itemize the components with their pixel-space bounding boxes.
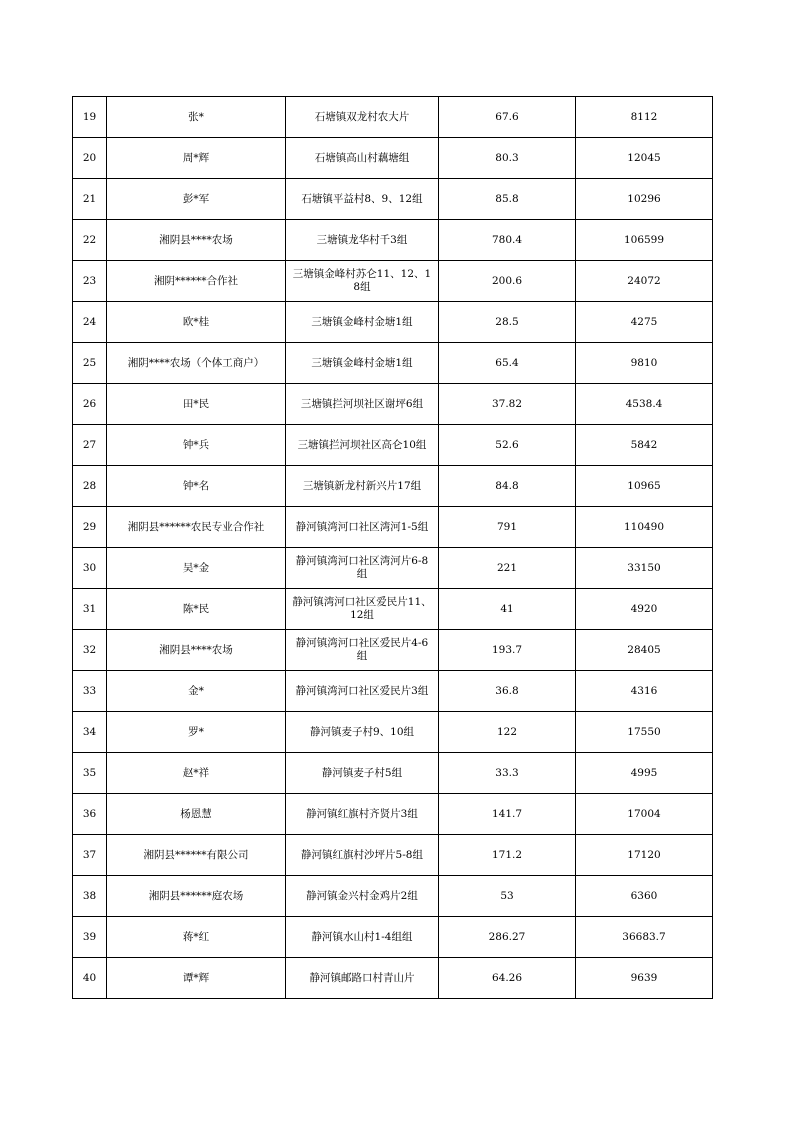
row-number-cell: 31 xyxy=(73,589,107,630)
name-cell: 田*民 xyxy=(107,384,286,425)
row-number-cell: 26 xyxy=(73,384,107,425)
location-cell: 三塘镇金峰村金塘1组 xyxy=(286,343,439,384)
name-cell: 赵*祥 xyxy=(107,753,286,794)
area-cell: 28.5 xyxy=(439,302,576,343)
name-cell: 蒋*红 xyxy=(107,917,286,958)
area-cell: 122 xyxy=(439,712,576,753)
table-row xyxy=(73,302,713,343)
table-row xyxy=(73,958,713,999)
location-cell: 静河镇金兴村金鸡片2组 xyxy=(286,876,439,917)
location-cell: 静河镇麦子村9、10组 xyxy=(286,712,439,753)
location-cell: 静河镇湾河口社区爱民片11、12组 xyxy=(286,589,439,630)
amount-cell: 5842 xyxy=(576,425,713,466)
row-number-cell: 27 xyxy=(73,425,107,466)
location-cell: 静河镇水山村1-4组组 xyxy=(286,917,439,958)
location-cell: 石塘镇双龙村农大片 xyxy=(286,97,439,138)
amount-cell: 4275 xyxy=(576,302,713,343)
location-cell: 静河镇红旗村沙坪片5-8组 xyxy=(286,835,439,876)
area-cell: 80.3 xyxy=(439,138,576,179)
row-number-cell: 22 xyxy=(73,220,107,261)
area-cell: 53 xyxy=(439,876,576,917)
amount-cell: 33150 xyxy=(576,548,713,589)
table-row xyxy=(73,630,713,671)
row-number-cell: 28 xyxy=(73,466,107,507)
table-row xyxy=(73,589,713,630)
table-row xyxy=(73,712,713,753)
area-cell: 286.27 xyxy=(439,917,576,958)
area-cell: 221 xyxy=(439,548,576,589)
location-cell: 静河镇麦子村5组 xyxy=(286,753,439,794)
area-cell: 84.8 xyxy=(439,466,576,507)
table-row xyxy=(73,671,713,712)
area-cell: 37.82 xyxy=(439,384,576,425)
row-number-cell: 30 xyxy=(73,548,107,589)
row-number-cell: 19 xyxy=(73,97,107,138)
amount-cell: 10296 xyxy=(576,179,713,220)
row-number-cell: 37 xyxy=(73,835,107,876)
row-number-cell: 40 xyxy=(73,958,107,999)
amount-cell: 8112 xyxy=(576,97,713,138)
area-cell: 780.4 xyxy=(439,220,576,261)
area-cell: 67.6 xyxy=(439,97,576,138)
amount-cell: 10965 xyxy=(576,466,713,507)
location-cell: 三塘镇拦河坝社区高仑10组 xyxy=(286,425,439,466)
area-cell: 52.6 xyxy=(439,425,576,466)
name-cell: 罗* xyxy=(107,712,286,753)
location-cell: 三塘镇龙华村千3组 xyxy=(286,220,439,261)
location-cell: 石塘镇平益村8、9、12组 xyxy=(286,179,439,220)
row-number-cell: 36 xyxy=(73,794,107,835)
area-cell: 65.4 xyxy=(439,343,576,384)
location-cell: 静河镇湾河口社区爱民片4-6组 xyxy=(286,630,439,671)
amount-cell: 4995 xyxy=(576,753,713,794)
amount-cell: 17120 xyxy=(576,835,713,876)
location-cell: 三塘镇新龙村新兴片17组 xyxy=(286,466,439,507)
row-number-cell: 29 xyxy=(73,507,107,548)
name-cell: 金* xyxy=(107,671,286,712)
table-row xyxy=(73,507,713,548)
row-number-cell: 20 xyxy=(73,138,107,179)
location-cell: 三塘镇拦河坝社区谢坪6组 xyxy=(286,384,439,425)
amount-cell: 17550 xyxy=(576,712,713,753)
name-cell: 湘阴县****农场 xyxy=(107,220,286,261)
row-number-cell: 32 xyxy=(73,630,107,671)
name-cell: 湘阴县****农场 xyxy=(107,630,286,671)
table-row xyxy=(73,97,713,138)
row-number-cell: 25 xyxy=(73,343,107,384)
name-cell: 周*辉 xyxy=(107,138,286,179)
amount-cell: 6360 xyxy=(576,876,713,917)
table-row xyxy=(73,876,713,917)
table-row xyxy=(73,220,713,261)
name-cell: 彭*军 xyxy=(107,179,286,220)
area-cell: 36.8 xyxy=(439,671,576,712)
data-table xyxy=(72,96,713,999)
location-cell: 石塘镇高山村藕塘组 xyxy=(286,138,439,179)
area-cell: 791 xyxy=(439,507,576,548)
table-row xyxy=(73,835,713,876)
location-cell: 静河镇湾河口社区湾河片6-8组 xyxy=(286,548,439,589)
area-cell: 193.7 xyxy=(439,630,576,671)
row-number-cell: 38 xyxy=(73,876,107,917)
name-cell: 湘阴县******农民专业合作社 xyxy=(107,507,286,548)
amount-cell: 9810 xyxy=(576,343,713,384)
row-number-cell: 21 xyxy=(73,179,107,220)
amount-cell: 9639 xyxy=(576,958,713,999)
name-cell: 张* xyxy=(107,97,286,138)
area-cell: 200.6 xyxy=(439,261,576,302)
table-row xyxy=(73,138,713,179)
row-number-cell: 23 xyxy=(73,261,107,302)
location-cell: 三塘镇金峰村金塘1组 xyxy=(286,302,439,343)
name-cell: 湘阴******合作社 xyxy=(107,261,286,302)
name-cell: 吴*金 xyxy=(107,548,286,589)
name-cell: 湘阴****农场（个体工商户） xyxy=(107,343,286,384)
row-number-cell: 24 xyxy=(73,302,107,343)
location-cell: 静河镇湾河口社区爱民片3组 xyxy=(286,671,439,712)
table-row xyxy=(73,917,713,958)
area-cell: 141.7 xyxy=(439,794,576,835)
table-row xyxy=(73,343,713,384)
name-cell: 湘阴县******有限公司 xyxy=(107,835,286,876)
area-cell: 64.26 xyxy=(439,958,576,999)
amount-cell: 110490 xyxy=(576,507,713,548)
table-body xyxy=(73,97,713,999)
name-cell: 湘阴县******庭农场 xyxy=(107,876,286,917)
amount-cell: 106599 xyxy=(576,220,713,261)
area-cell: 41 xyxy=(439,589,576,630)
amount-cell: 4316 xyxy=(576,671,713,712)
location-cell: 三塘镇金峰村苏仑11、12、18组 xyxy=(286,261,439,302)
amount-cell: 36683.7 xyxy=(576,917,713,958)
location-cell: 静河镇红旗村齐贤片3组 xyxy=(286,794,439,835)
table-row xyxy=(73,753,713,794)
amount-cell: 12045 xyxy=(576,138,713,179)
amount-cell: 24072 xyxy=(576,261,713,302)
name-cell: 钟*兵 xyxy=(107,425,286,466)
location-cell: 静河镇湾河口社区湾河1-5组 xyxy=(286,507,439,548)
area-cell: 33.3 xyxy=(439,753,576,794)
table-row xyxy=(73,261,713,302)
area-cell: 171.2 xyxy=(439,835,576,876)
row-number-cell: 39 xyxy=(73,917,107,958)
area-cell: 85.8 xyxy=(439,179,576,220)
amount-cell: 17004 xyxy=(576,794,713,835)
row-number-cell: 34 xyxy=(73,712,107,753)
amount-cell: 4920 xyxy=(576,589,713,630)
table-row xyxy=(73,384,713,425)
table-row xyxy=(73,548,713,589)
amount-cell: 4538.4 xyxy=(576,384,713,425)
name-cell: 陈*民 xyxy=(107,589,286,630)
location-cell: 静河镇邮路口村青山片 xyxy=(286,958,439,999)
amount-cell: 28405 xyxy=(576,630,713,671)
row-number-cell: 33 xyxy=(73,671,107,712)
name-cell: 杨恩慧 xyxy=(107,794,286,835)
name-cell: 欧*桂 xyxy=(107,302,286,343)
table-row xyxy=(73,179,713,220)
row-number-cell: 35 xyxy=(73,753,107,794)
table-row xyxy=(73,425,713,466)
table-row xyxy=(73,466,713,507)
table-row xyxy=(73,794,713,835)
name-cell: 钟*名 xyxy=(107,466,286,507)
name-cell: 谭*辉 xyxy=(107,958,286,999)
